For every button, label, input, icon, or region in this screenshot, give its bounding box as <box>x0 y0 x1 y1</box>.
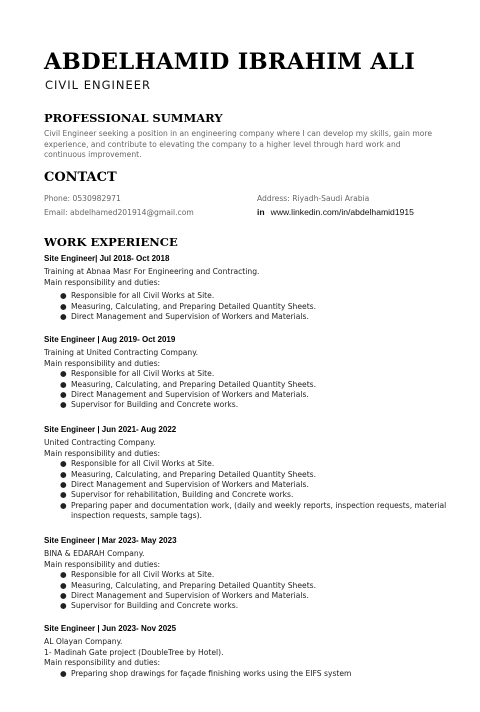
bullet-icon: ● <box>60 469 67 479</box>
duty-item: ● Preparing shop drawings for façade finishing works using the EIFS system <box>60 668 352 678</box>
job-entry <box>44 624 454 679</box>
duty-item: ● Preparing paper and documentation work, (daily and weekly reports, inspection requests, material inspection requests, sample tags). <box>60 500 447 521</box>
duty-item: ● Responsible for all Civil Works at Site. <box>60 369 215 379</box>
job-entry <box>44 536 454 612</box>
bullet-icon: ● <box>60 390 67 400</box>
bullet-icon: ● <box>60 570 67 580</box>
job-entry <box>44 335 454 411</box>
linkedin-url: www.linkedin.com/in/abdelhamid1915 <box>270 207 414 217</box>
job-title: Site Engineer | Jun 2021- Aug 2022 <box>44 425 177 434</box>
bullet-icon: ● <box>60 301 67 311</box>
duty-item: ● Supervisor for Building and Concrete works. <box>60 400 239 410</box>
duty-item: ● Direct Management and Supervision of Workers and Materials. <box>60 480 309 490</box>
job-company: United Contracting Company. <box>44 438 156 448</box>
bullet-icon: ● <box>60 668 67 678</box>
job-company: Training at United Contracting Company. <box>44 348 199 358</box>
experience-heading: WORK EXPERIENCE <box>44 235 178 249</box>
job-company: Training at Abnaa Masr For Engineering and Contracting. <box>44 267 260 277</box>
bullet-icon: ● <box>60 312 67 322</box>
contact-phone: Phone: 0530982971 <box>44 194 121 203</box>
duty-list <box>44 459 454 521</box>
job-duties-label: Main responsibility and duties: <box>44 277 161 287</box>
duty-item: ● Responsible for all Civil Works at Site. <box>60 459 215 469</box>
job-title: Site Engineer | Aug 2019- Oct 2019 <box>44 335 176 344</box>
duty-item: ● Measuring, Calculating, and Preparing Detailed Quantity Sheets. <box>60 469 317 479</box>
job-title: Site Engineer | Mar 2023- May 2023 <box>44 536 177 545</box>
bullet-icon: ● <box>60 291 67 301</box>
bullet-icon: ● <box>60 500 67 510</box>
job-title: Site Engineer | Jun 2023- Nov 2025 <box>44 624 177 633</box>
contact-email: Email: abdelhamed201914@gmail.com <box>44 208 194 217</box>
contact-address: Address: Riyadh-Saudi Arabia <box>257 194 370 203</box>
bullet-icon: ● <box>60 369 67 379</box>
job-duties-label: Main responsibility and duties: <box>44 658 161 668</box>
duty-item: ● Measuring, Calculating, and Preparing Detailed Quantity Sheets. <box>60 580 317 590</box>
bullet-icon: ● <box>60 379 67 389</box>
summary-text: Civil Engineer seeking a position in an engineering company where I can develop my skills, gain more experience, and contribute to elevating the company to a higher level through hard work and continuous improvement. <box>44 129 433 159</box>
bullet-icon: ● <box>60 580 67 590</box>
bullet-icon: ● <box>60 591 67 601</box>
duty-item: ● Responsible for all Civil Works at Site. <box>60 570 215 580</box>
duty-item: ● Measuring, Calculating, and Preparing Detailed Quantity Sheets. <box>60 301 317 311</box>
duty-list <box>44 369 454 411</box>
duty-list <box>44 669 454 679</box>
duty-item: ● Supervisor for rehabilitation, Building and Concrete works. <box>60 490 294 500</box>
job-project: 1- Madinah Gate project (DoubleTree by Hotel). <box>44 647 224 657</box>
job-duties-label: Main responsibility and duties: <box>44 448 161 458</box>
bullet-icon: ● <box>60 490 67 500</box>
duty-list <box>44 291 454 322</box>
duty-item: ● Supervisor for Building and Concrete works. <box>60 601 239 611</box>
contact-heading: CONTACT <box>44 170 117 185</box>
summary-heading: PROFESSIONAL SUMMARY <box>44 111 223 125</box>
job-company: AL Olayan Company. <box>44 637 123 647</box>
bullet-icon: ● <box>60 480 67 490</box>
job-company: BINA & EDARAH Company. <box>44 549 145 559</box>
bullet-icon: ● <box>60 459 67 469</box>
candidate-name: ABDELHAMID IBRAHIM ALI <box>44 49 416 75</box>
candidate-role: CIVIL ENGINEER <box>45 78 152 92</box>
linkedin-icon: in <box>257 207 265 217</box>
duty-item: ● Direct Management and Supervision of Workers and Materials. <box>60 591 309 601</box>
job-duties-label: Main responsibility and duties: <box>44 559 161 569</box>
bullet-icon: ● <box>60 601 67 611</box>
linkedin-link[interactable] <box>257 206 414 218</box>
job-entry <box>44 254 454 322</box>
duty-item: ● Direct Management and Supervision of Workers and Materials. <box>60 312 309 322</box>
duty-item: ● Responsible for all Civil Works at Site. <box>60 291 215 301</box>
job-title: Site Engineer| Jul 2018- Oct 2018 <box>44 254 170 263</box>
job-duties-label: Main responsibility and duties: <box>44 358 161 368</box>
duty-item: ● Measuring, Calculating, and Preparing Detailed Quantity Sheets. <box>60 379 317 389</box>
duty-item: ● Direct Management and Supervision of Workers and Materials. <box>60 390 309 400</box>
job-entry <box>44 425 454 522</box>
duty-list <box>44 570 454 612</box>
bullet-icon: ● <box>60 400 67 410</box>
